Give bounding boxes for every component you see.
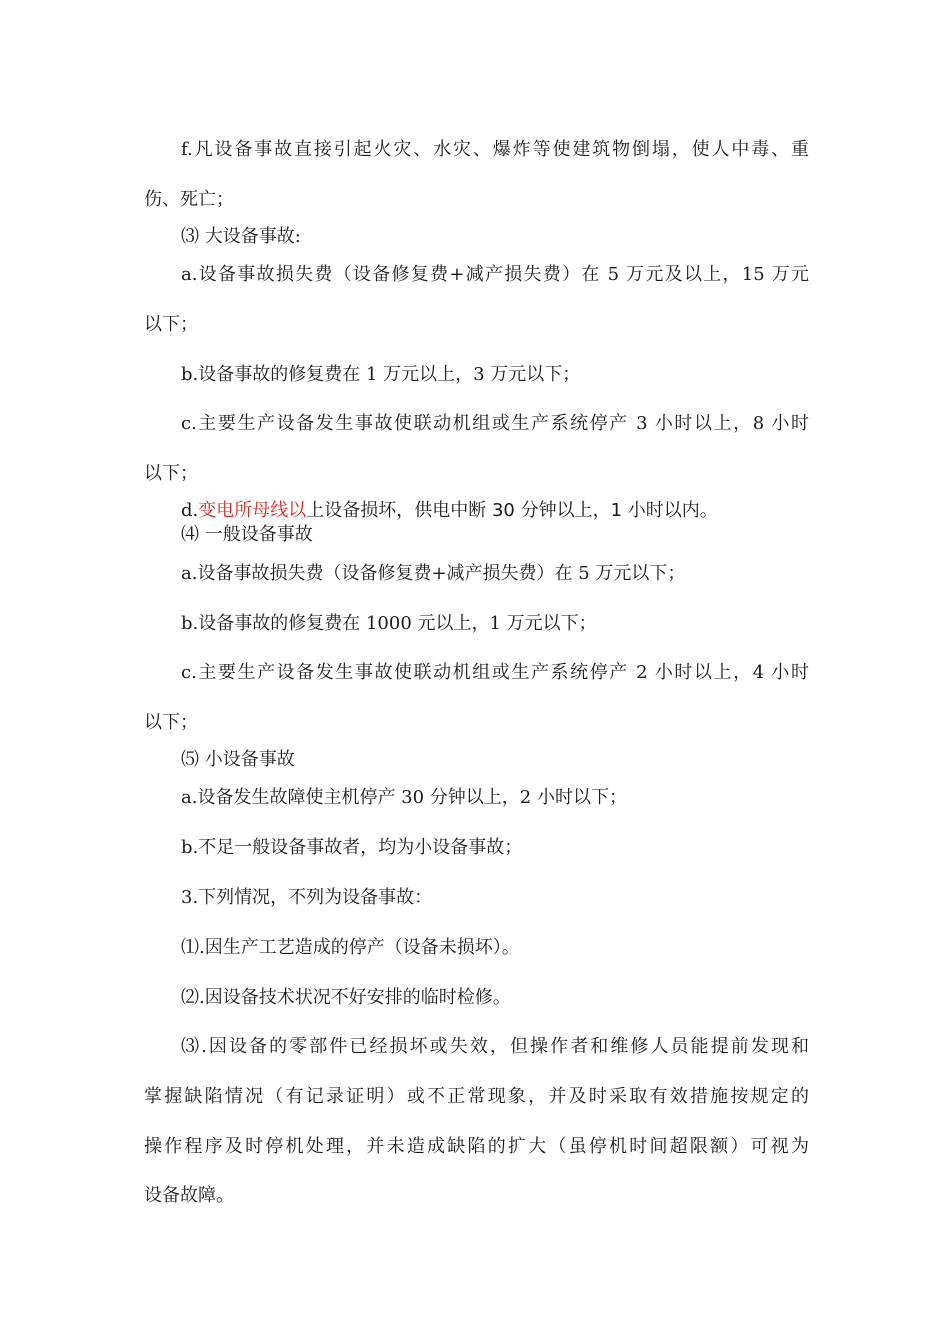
paragraph-3d-prefix: d. <box>181 500 199 521</box>
paragraph-3c-line-1: c.主要生产设备发生事故使联动机组或生产系统停产 3 小时以上，8 小时 <box>181 413 809 434</box>
heading-general-accident: ⑷ 一般设备事故 <box>181 524 313 545</box>
paragraph-3d <box>181 498 809 524</box>
section-3-item-3-line-3: 操作程序及时停机处理，并未造成缺陷的扩大（虽停机时间超限额）可视为 <box>144 1136 809 1157</box>
paragraph-f-line-1: f.凡设备事故直接引起火灾、水灾、爆炸等使建筑物倒塌，使人中毒、重 <box>181 139 809 160</box>
paragraph-4c-line-1: c.主要生产设备发生事故使联动机组或生产系统停产 2 小时以上，4 小时 <box>181 662 809 683</box>
paragraph-3c-line-2: 以下； <box>144 463 198 484</box>
section-3-item-3-line-2: 掌握缺陷情况（有记录证明）或不正常现象，并及时采取有效措施按规定的 <box>144 1086 809 1107</box>
section-3-item-1: ⑴.因生产工艺造成的停产（设备未损坏）。 <box>181 937 520 958</box>
section-3-heading: 3.下列情况，不列为设备事故： <box>181 887 433 908</box>
paragraph-5a: a.设备发生故障使主机停产 30 分钟以上，2 小时以下； <box>181 787 627 808</box>
paragraph-3a-line-2: 以下； <box>144 314 198 335</box>
paragraph-3b: b.设备事故的修复费在 1 万元以上，3 万元以下； <box>181 364 581 385</box>
paragraph-3a-line-1: a.设备事故损失费（设备修复费+减产损失费）在 5 万元及以上，15 万元 <box>181 264 809 285</box>
highlighted-text: 变电所母线以 <box>198 500 307 521</box>
paragraph-3d-rest: 上设备损坏，供电中断 30 分钟以上，1 小时以内。 <box>306 500 718 521</box>
paragraph-4a: a.设备事故损失费（设备修复费+减产损失费）在 5 万元以下； <box>181 563 686 584</box>
paragraph-4b: b.设备事故的修复费在 1000 元以上，1 万元以下； <box>181 613 597 634</box>
paragraph-5b: b.不足一般设备事故者，均为小设备事故； <box>181 837 523 858</box>
section-3-item-3-line-1: ⑶.因设备的零部件已经损坏或失效，但操作者和维修人员能提前发现和 <box>181 1036 809 1057</box>
paragraph-4c-line-2: 以下； <box>144 712 198 733</box>
heading-major-accident: ⑶ 大设备事故: <box>181 226 301 247</box>
section-3-item-3-line-4: 设备故障。 <box>144 1185 234 1206</box>
heading-minor-accident: ⑸ 小设备事故 <box>181 749 295 770</box>
section-3-item-2: ⑵.因设备技术状况不好安排的临时检修。 <box>181 987 511 1008</box>
paragraph-f-line-2: 伤、死亡； <box>144 189 234 210</box>
